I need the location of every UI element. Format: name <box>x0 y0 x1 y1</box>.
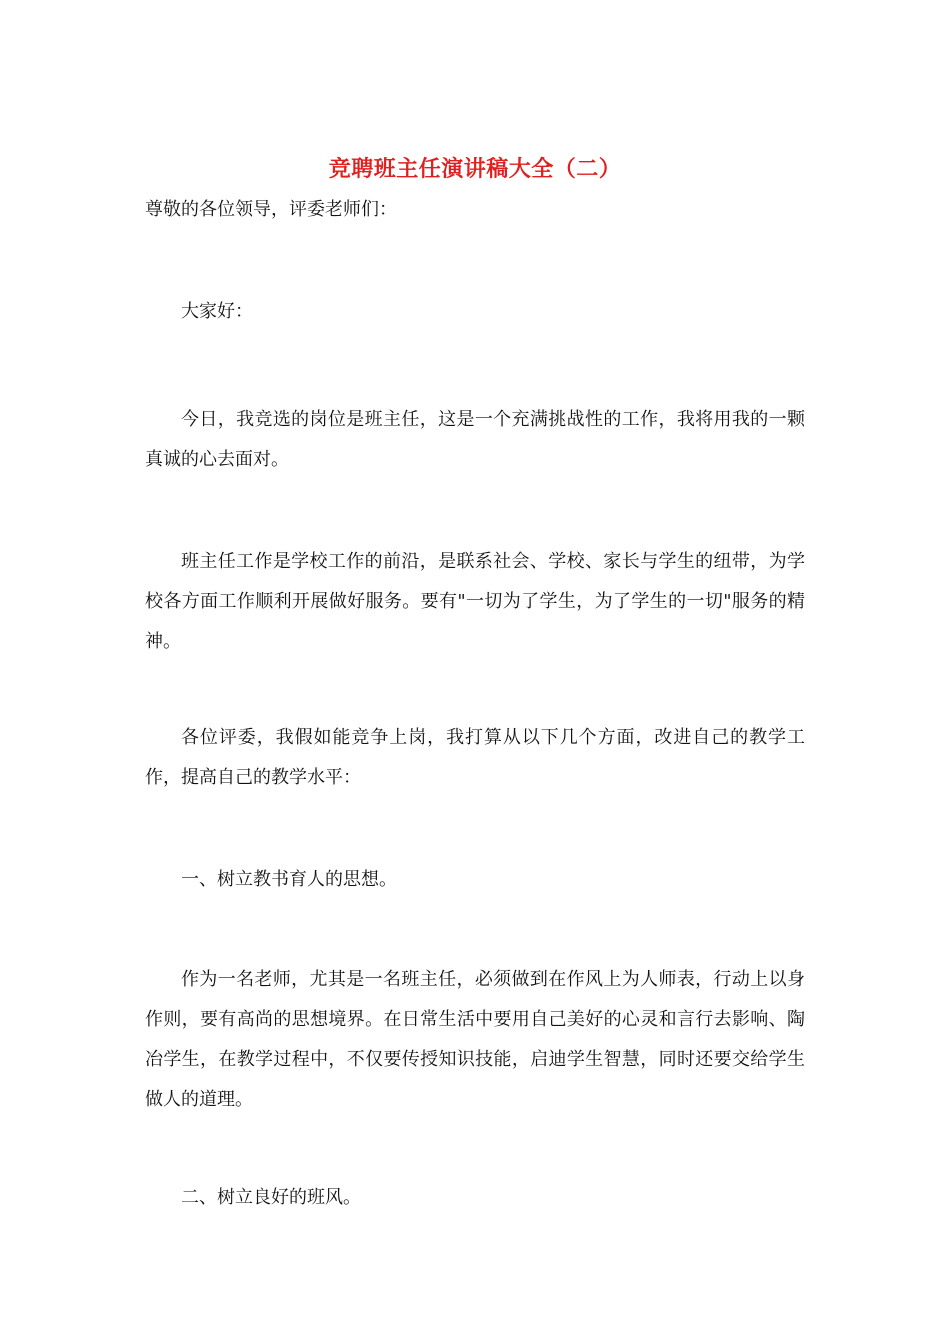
paragraph-1: 今日，我竞选的岗位是班主任，这是一个充满挑战性的工作，我将用我的一颗真诚的心去面对。 <box>145 409 805 470</box>
paragraph-3: 各位评委，我假如能竞争上岗，我打算从以下几个方面，改进自己的教学工作，提高自己的教学水平： <box>145 727 805 788</box>
paragraph-4: 作为一名老师，尤其是一名班主任，必须做到在作风上为人师表，行动上以身作则，要有高尚的思想境界。在日常生活中要用自己美好的心灵和言行去影响、陶冶学生，在教学过程中，不仅要传授知识技能，启迪学生智慧，同时还要交给学生做人的道理。 <box>145 969 805 1110</box>
salutation: 尊敬的各位领导，评委老师们： <box>145 199 397 220</box>
section-heading-1: 一、树立教书育人的思想。 <box>181 869 397 890</box>
paragraph-2: 班主任工作是学校工作的前沿，是联系社会、学校、家长与学生的纽带，为学校各方面工作顺利开展做好服务。要有"一切为了学生，为了学生的一切"服务的精神。 <box>145 551 805 652</box>
section-heading-2: 二、树立良好的班风。 <box>181 1187 361 1208</box>
greeting: 大家好： <box>181 301 253 322</box>
document-title: 竞聘班主任演讲稿大全（二） <box>328 156 622 182</box>
